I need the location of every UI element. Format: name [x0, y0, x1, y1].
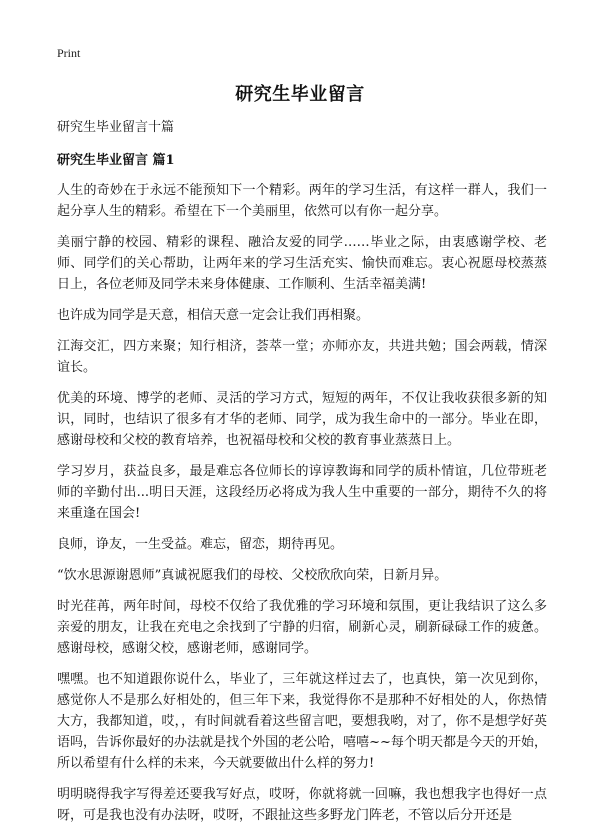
document-body — [57, 118, 547, 828]
document-subtitle: 研究生毕业留言十篇 — [57, 120, 175, 135]
paragraph-2: 美丽宁静的校园、精彩的课程、融洽友爱的同学……毕业之际，由衷感谢学校、老师、同学们的关心帮助，让两年来的学习生活充实、愉快而难忘。衷心祝愿母校蒸蒸日上，各位老师及同学未来身体健康、工作顺利、生活幸福美满! — [57, 235, 547, 292]
paragraph-9: 时光荏苒，两年时间，母校不仅给了我优雅的学习环境和氛围，更让我结识了这么多亲爱的朋友，让我在充电之余找到了宁静的归宿，刷新心灵，刷新碌碌工作的疲惫。感谢母校，感谢父校，感谢老师，感谢同学。 — [57, 599, 547, 656]
page-title: 研究生毕业留言 — [235, 84, 365, 105]
section-heading: 研究生毕业留言 篇1 — [57, 153, 175, 168]
paragraph-8: “饮水思源谢恩师”真诚祝愿我们的母校、父校欣欣向荣，日新月异。 — [57, 568, 448, 583]
paragraph-4: 江海交汇，四方来聚；知行相济，荟萃一堂；亦师亦友，共进共勉；国会两载，情深谊长。 — [57, 339, 547, 375]
paragraph-6: 学习岁月，获益良多，最是难忘各位师长的谆谆教诲和同学的质朴情谊，几位带班老师的辛勤付出...明日天涯，这段经历必将成为我人生中重要的一部分，期待不久的将来重逢在国会! — [57, 464, 547, 521]
paragraph-5: 优美的环境、博学的老师、灵活的学习方式，短短的两年，不仅让我收获很多新的知识，同时，也结识了很多有才华的老师、同学，成为我生命中的一部分。毕业在即，感谢母校和父校的教育培养，也祝福母校和父校的教育事业蒸蒸日上。 — [57, 391, 547, 448]
print-link[interactable]: Print — [57, 46, 81, 60]
paragraph-1: 人生的奇妙在于永远不能预知下一个精彩。两年的学习生活，有这样一群人，我们一起分享人生的精彩。希望在下一个美丽里，依然可以有你一起分享。 — [57, 183, 547, 219]
paragraph-10: 嘿嘿。也不知道跟你说什么，毕业了，三年就这样过去了，也真快，第一次见到你，感觉你人不是那么好相处的，但三年下来，我觉得你不是那种不好相处的人，你热情大方，我都知道，哎，，有时间就看着这些留言吧，要想我哟，对了，你不是想学好英语吗，告诉你最好的办法就是找个外国的老公哈，嘻嘻~~每个明天都是今天的开始，所以希望有什么样的未来，今天就要做出什么样的努力! — [57, 672, 547, 771]
paragraph-3: 也许成为同学是天意，相信天意一定会让我们再相聚。 — [57, 308, 370, 323]
paragraph-11: 明明晓得我字写得差还要我写好点，哎呀，你就将就一回嘛，我也想我字也得好一点呀，可是我也没有办法呀，哎呀，不跟扯这些多野龙门阵老，不管以后分开还是 — [57, 787, 547, 823]
paragraph-7: 良师，诤友，一生受益。难忘，留恋，期待再见。 — [57, 537, 344, 552]
